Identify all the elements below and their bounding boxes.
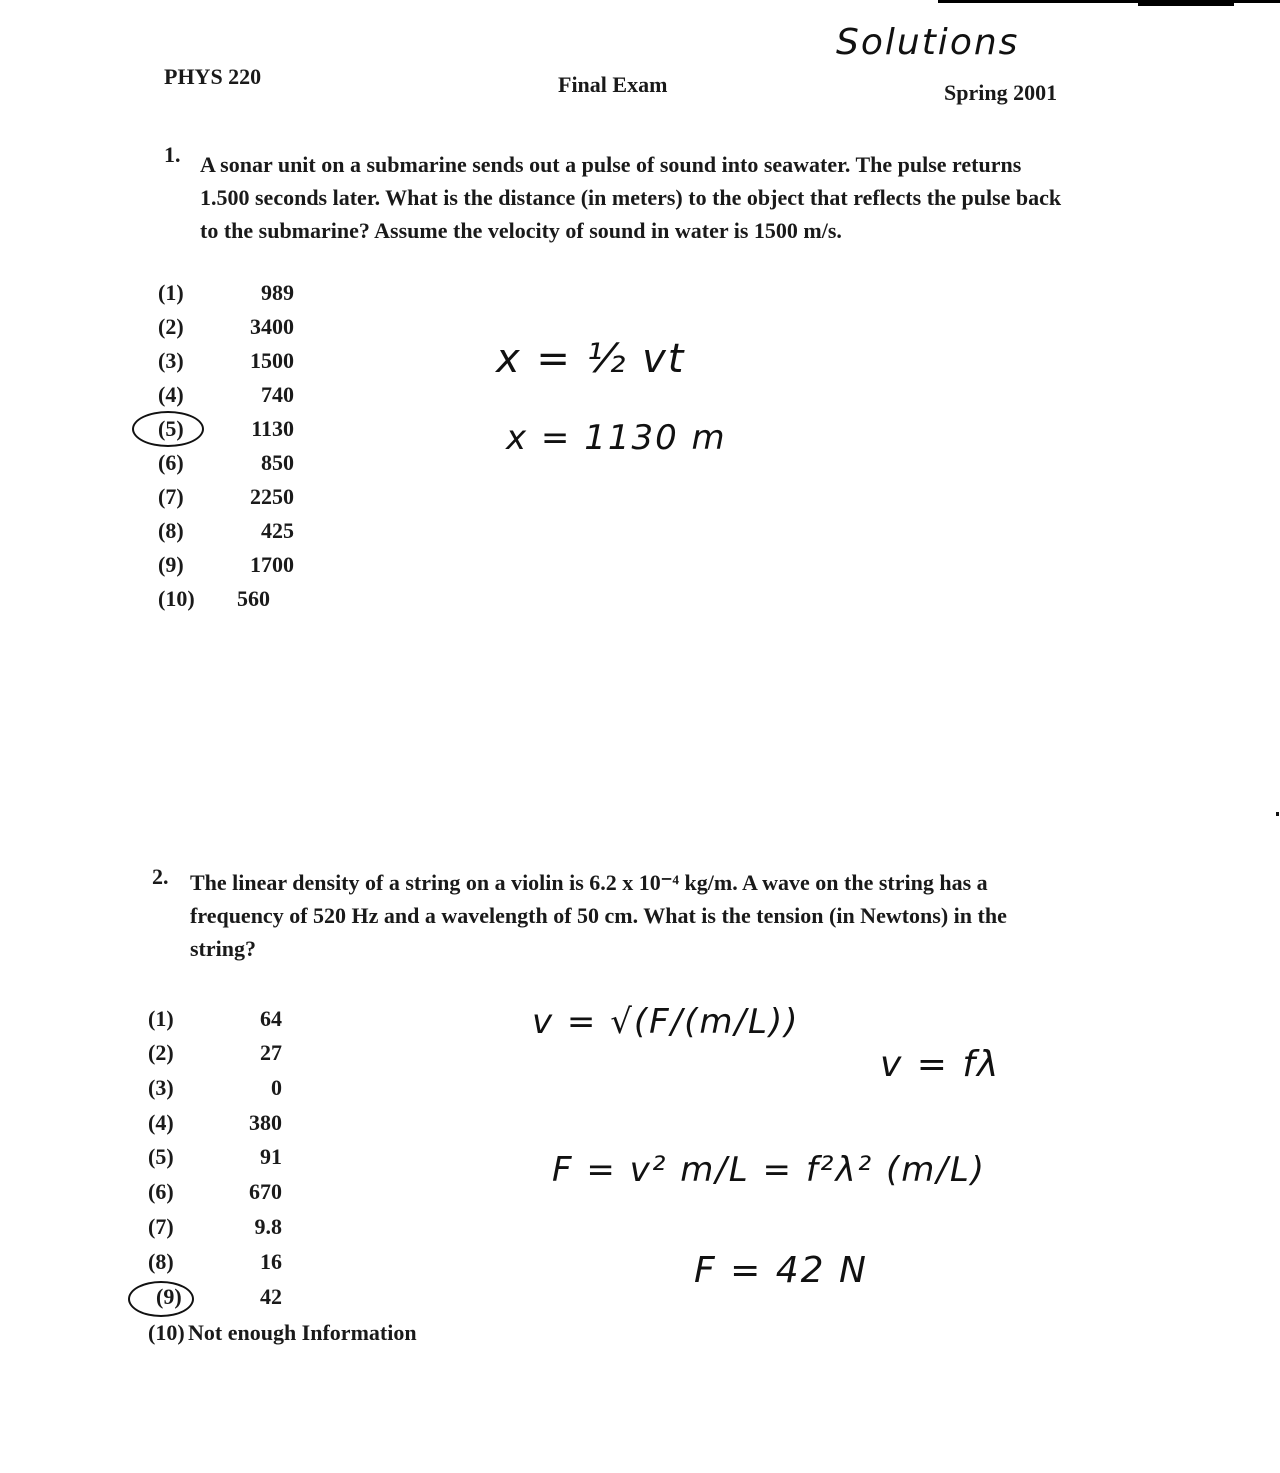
question-line: string? xyxy=(190,936,256,961)
question-line: frequency of 520 Hz and a wavelength of 50 cm. What is the tension (in Newtons) in the xyxy=(190,903,1007,928)
top-edge-mark-thick xyxy=(1138,0,1234,6)
option-row xyxy=(158,382,294,412)
question-2-number: 2. xyxy=(152,864,169,889)
question-line: The linear density of a string on a violin is 6.2 x 10⁻⁴ kg/m. A wave on the string has a xyxy=(190,870,988,895)
question-line: to the submarine? Assume the velocity of sound in water is 1500 m/s. xyxy=(200,218,842,243)
option-label: (7) xyxy=(158,484,184,509)
option-label: (9) xyxy=(156,1284,182,1309)
option-row xyxy=(158,314,294,344)
option-row xyxy=(158,552,294,582)
option-label: (3) xyxy=(158,348,184,373)
q1-work-result: x = 1130 m xyxy=(506,418,727,458)
option-value: 1130 xyxy=(251,416,294,441)
option-row xyxy=(148,1214,282,1244)
option-label: (10) xyxy=(148,1320,185,1345)
question-1-options xyxy=(158,280,298,620)
option-row xyxy=(158,348,294,378)
answer-circle-q2 xyxy=(128,1281,194,1317)
option-value: 989 xyxy=(261,280,294,305)
q2-work-velocity-formula: v = √(F/(m/L)) xyxy=(532,1002,800,1042)
exam-term: Spring 2001 xyxy=(944,80,1058,105)
option-label: (9) xyxy=(158,552,184,577)
option-label: (7) xyxy=(148,1214,174,1239)
option-value: 91 xyxy=(260,1144,282,1169)
question-line: A sonar unit on a submarine sends out a pulse of sound into seawater. The pulse returns xyxy=(200,152,1022,177)
option-value: 16 xyxy=(260,1249,282,1274)
option-value: 9.8 xyxy=(254,1214,282,1239)
question-1-text xyxy=(200,148,1150,247)
question-2-text xyxy=(190,866,1140,965)
option-value: 560 xyxy=(237,586,270,611)
scan-speck xyxy=(1276,812,1279,816)
option-row xyxy=(148,1006,282,1036)
option-label: (8) xyxy=(148,1249,174,1274)
q2-work-result: F = 42 N xyxy=(694,1250,868,1291)
answer-circle-q1 xyxy=(132,411,204,447)
option-value: 42 xyxy=(260,1284,282,1309)
option-row xyxy=(148,1075,282,1105)
q1-work-formula: x = ½ vt xyxy=(496,336,686,382)
option-value: 3400 xyxy=(250,314,294,339)
option-label: (4) xyxy=(148,1110,174,1135)
option-label: (6) xyxy=(148,1179,174,1204)
option-row xyxy=(148,1249,282,1279)
option-value: 1500 xyxy=(250,348,294,373)
q2-work-tension-formula: F = v² m/L = f²λ² (m/L) xyxy=(552,1150,987,1190)
option-label: (5) xyxy=(158,416,184,441)
option-row xyxy=(148,1179,282,1209)
option-label: (1) xyxy=(158,280,184,305)
option-label: (10) xyxy=(158,586,195,611)
option-label: (2) xyxy=(158,314,184,339)
option-value: 2250 xyxy=(250,484,294,509)
option-row xyxy=(158,518,294,548)
option-value: 27 xyxy=(260,1040,282,1065)
option-value: 670 xyxy=(249,1179,282,1204)
option-value: 0 xyxy=(271,1075,282,1100)
option-row xyxy=(158,484,294,514)
option-row xyxy=(158,280,294,310)
exam-title: Final Exam xyxy=(558,72,668,97)
option-value: 64 xyxy=(260,1006,282,1031)
option-label: (5) xyxy=(148,1144,174,1169)
option-row xyxy=(148,1110,282,1140)
option-value: 740 xyxy=(261,382,294,407)
option-label: (2) xyxy=(148,1040,174,1065)
solutions-annotation: Solutions xyxy=(836,22,1020,63)
option-label: (3) xyxy=(148,1075,174,1100)
course-code: PHYS 220 xyxy=(164,64,262,89)
option-row xyxy=(158,450,294,480)
q2-work-wave-relation: v = fλ xyxy=(880,1044,1001,1085)
question-line: 1.500 seconds later. What is the distance (in meters) to the object that reflects the pulse back xyxy=(200,185,1062,210)
option-row xyxy=(148,1144,282,1174)
option-label: (1) xyxy=(148,1006,174,1031)
option-label: (4) xyxy=(158,382,184,407)
option-value: 425 xyxy=(261,518,294,543)
option-row xyxy=(148,1040,282,1070)
option-row xyxy=(158,586,294,616)
option-label: (6) xyxy=(158,450,184,475)
option-value: 850 xyxy=(261,450,294,475)
option-row xyxy=(148,1320,448,1350)
option-value: 380 xyxy=(249,1110,282,1135)
option-label: (8) xyxy=(158,518,184,543)
option-value: Not enough Information xyxy=(188,1320,417,1345)
option-value: 1700 xyxy=(250,552,294,577)
question-1-number: 1. xyxy=(164,142,181,167)
